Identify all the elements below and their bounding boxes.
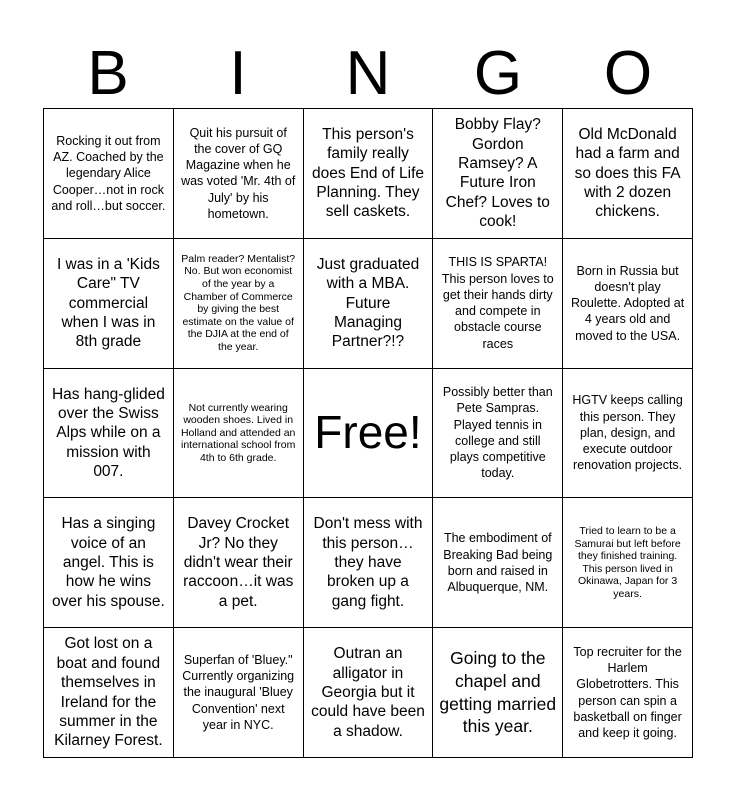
bingo-cell[interactable]: I was in a 'Kids Care" TV commercial when I was in 8th grade	[44, 239, 174, 369]
header-letter-b: B	[87, 39, 129, 108]
bingo-cell[interactable]: Palm reader? Mentalist? No. But won economist of the year by a Chamber of Commerce by giving the best estimate on the value of the DJIA at the end of the year.	[174, 239, 304, 369]
bingo-header	[43, 40, 693, 108]
bingo-cell[interactable]: The embodiment of Breaking Bad being born and raised in Albuquerque, NM.	[433, 498, 563, 628]
bingo-cell[interactable]: Got lost on a boat and found themselves in Ireland for the summer in the Kilarney Forest.	[44, 628, 174, 758]
bingo-cell[interactable]: This person's family really does End of Life Planning. They sell caskets.	[304, 109, 434, 239]
bingo-cell[interactable]: Has hang-glided over the Swiss Alps while on a mission with 007.	[44, 369, 174, 499]
bingo-cell[interactable]: Quit his pursuit of the cover of GQ Magazine when he was voted 'Mr. 4th of July' by his hometown.	[174, 109, 304, 239]
bingo-cell[interactable]: Don't mess with this person…they have broken up a gang fight.	[304, 498, 434, 628]
free-space-cell[interactable]: Free!	[304, 369, 434, 499]
bingo-cell[interactable]: Rocking it out from AZ. Coached by the legendary Alice Cooper…not in rock and roll…but soccer.	[44, 109, 174, 239]
bingo-cell[interactable]: Davey Crocket Jr? No they didn't wear their raccoon…it was a pet.	[174, 498, 304, 628]
bingo-cell[interactable]: Tried to learn to be a Samurai but left before they finished training. This person lived in Okinawa, Japan for 3 years.	[563, 498, 693, 628]
bingo-cell[interactable]: Just graduated with a MBA. Future Managing Partner?!?	[304, 239, 434, 369]
bingo-cell[interactable]: Going to the chapel and getting married this year.	[433, 628, 563, 758]
bingo-cell[interactable]: Outran an alligator in Georgia but it could have been a shadow.	[304, 628, 434, 758]
bingo-cell[interactable]: THIS IS SPARTA! This person loves to get their hands dirty and compete in obstacle course races	[433, 239, 563, 369]
bingo-cell[interactable]: Possibly better than Pete Sampras. Played tennis in college and still plays competitive today.	[433, 369, 563, 499]
bingo-cell[interactable]: Has a singing voice of an angel. This is how he wins over his spouse.	[44, 498, 174, 628]
header-letter-o: O	[603, 39, 653, 108]
bingo-cell[interactable]: Bobby Flay? Gordon Ramsey? A Future Iron Chef? Loves to cook!	[433, 109, 563, 239]
header-letter-i: I	[229, 39, 247, 108]
header-letter-g: G	[473, 39, 523, 108]
bingo-cell[interactable]: Born in Russia but doesn't play Roulette. Adopted at 4 years old and moved to the USA.	[563, 239, 693, 369]
bingo-cell[interactable]: Old McDonald had a farm and so does this FA with 2 dozen chickens.	[563, 109, 693, 239]
header-letter-n: N	[345, 39, 391, 108]
bingo-grid	[43, 108, 693, 758]
bingo-cell[interactable]: HGTV keeps calling this person. They plan, design, and execute outdoor renovation projects.	[563, 369, 693, 499]
bingo-cell[interactable]: Not currently wearing wooden shoes. Lived in Holland and attended an international school from 4th to 6th grade.	[174, 369, 304, 499]
bingo-cell[interactable]: Superfan of 'Bluey." Currently organizing the inaugural 'Bluey Convention' next year in NYC.	[174, 628, 304, 758]
bingo-cell[interactable]: Top recruiter for the Harlem Globetrotters. This person can spin a basketball on finger and keep it going.	[563, 628, 693, 758]
